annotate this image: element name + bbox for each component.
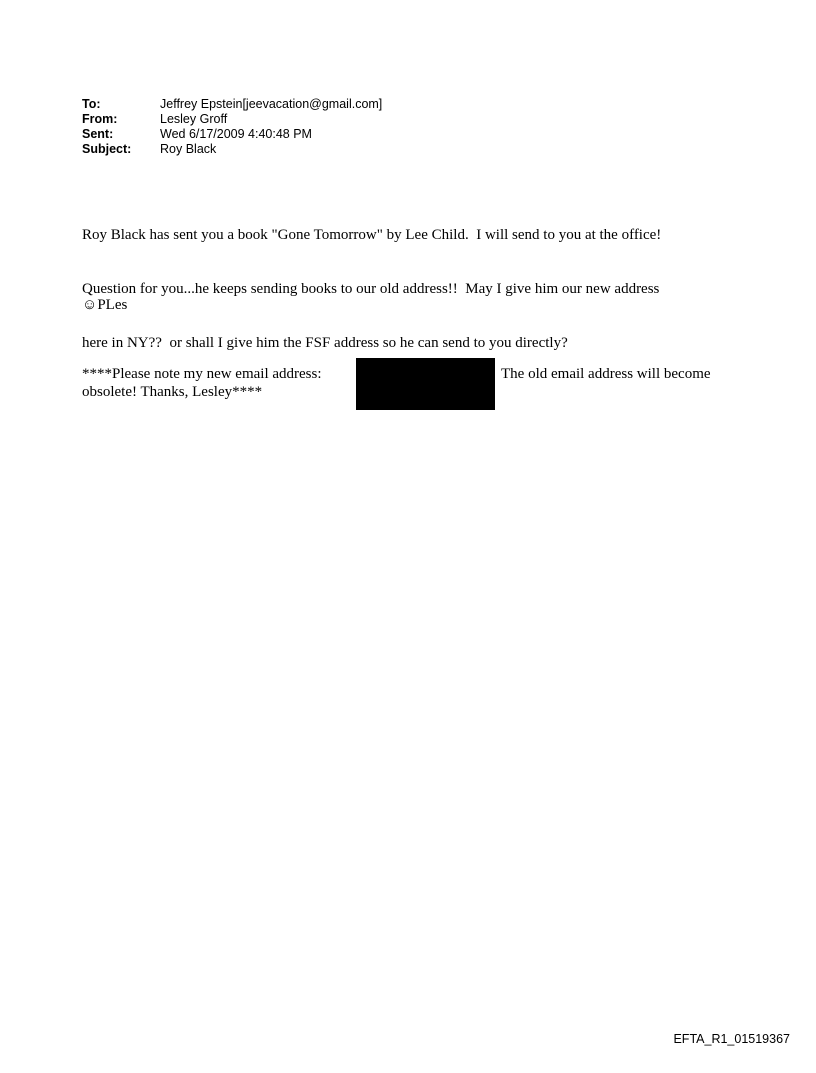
footer-note-line-1-left: ****Please note my new email address: <box>82 366 322 382</box>
body-line-2: Question for you...he keeps sending books to our old address!! May I give him our new address <box>82 281 660 297</box>
sent-row <box>82 127 382 142</box>
footer-note-line-1-right: The old email address will become <box>501 366 711 382</box>
redaction-box <box>356 358 495 410</box>
sent-value: Wed 6/17/2009 4:40:48 PM <box>160 127 312 141</box>
email-body <box>82 190 742 370</box>
body-line-1: Roy Black has sent you a book "Gone Tomorrow" by Lee Child. I will send to you at the office! <box>82 227 662 243</box>
document-id: EFTA_R1_01519367 <box>673 1032 790 1046</box>
email-header <box>82 97 382 157</box>
from-value: Lesley Groff <box>160 112 228 126</box>
body-line-3: here in NY?? or shall I give him the FSF address so he can send to you directly? <box>82 335 568 351</box>
subject-row <box>82 142 382 157</box>
signature: ☺PLes <box>82 297 128 313</box>
to-label: To: <box>82 97 101 111</box>
footer-note-line-2: obsolete! Thanks, Lesley**** <box>82 384 263 400</box>
subject-label: Subject: <box>82 142 132 156</box>
from-label: From: <box>82 112 118 126</box>
sent-label: Sent: <box>82 127 114 141</box>
to-value: Jeffrey Epstein[jeevacation@gmail.com] <box>160 97 383 111</box>
from-row <box>82 112 382 127</box>
to-row <box>82 97 382 112</box>
subject-value: Roy Black <box>160 142 217 156</box>
